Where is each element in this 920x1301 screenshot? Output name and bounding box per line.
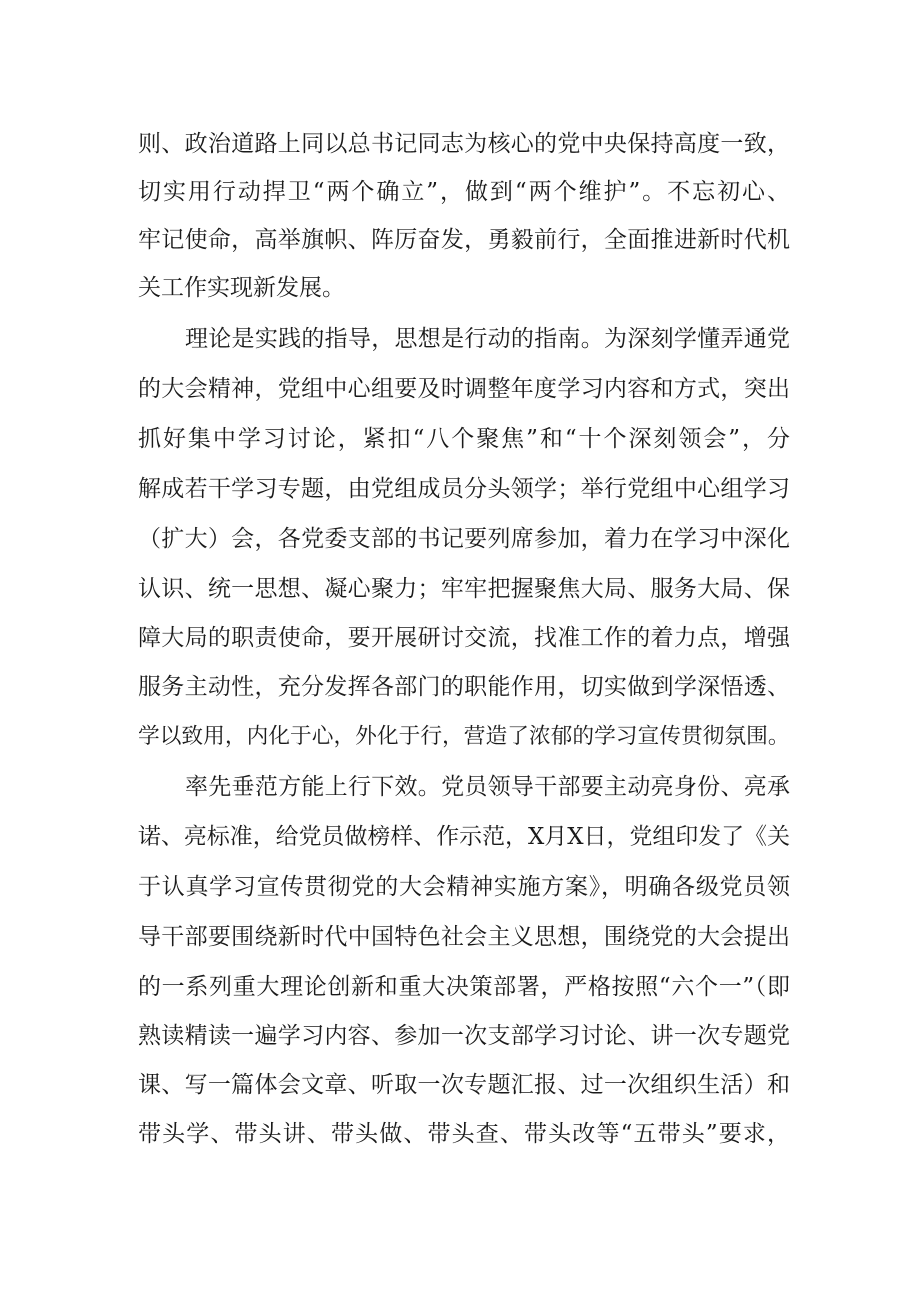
paragraph-line: 牢记使命，高举旗帜、阵厉奋发，勇毅前行，全面推进新时代机: [138, 227, 790, 253]
paragraph-line: 熟读精读一遍学习内容、参加一次支部学习讨论、讲一次专题党: [138, 1023, 790, 1049]
paragraph-line: 障大局的职责使命，要开展研讨交流，找准工作的着力点，增强: [138, 625, 790, 651]
paragraph-line: 带头学、带头讲、带头做、带头查、带头改等“五带头”要求，: [138, 1121, 790, 1147]
paragraph-line: 抓好集中学习讨论，紧扣“八个聚焦”和“十个深刻领会”，分: [138, 426, 790, 452]
paragraph-line: 导干部要围绕新时代中国特色社会主义思想，围绕党的大会提出: [138, 924, 790, 950]
paragraph-line: 学以致用，内化于心，外化于行，营造了浓郁的学习宣传贯彻氛围。: [138, 724, 790, 749]
paragraph-line: 服务主动性，充分发挥各部门的职能作用，切实做到学深悟透、: [138, 674, 790, 700]
paragraph-line: 解成若干学习专题，由党组成员分头领学；举行党组中心组学习: [138, 476, 790, 502]
paragraph-line: 课、写一篇体会文章、听取一次专题汇报、过一次组织生活）和: [138, 1072, 790, 1098]
paragraph-line: 则、政治道路上同以总书记同志为核心的党中央保持高度一致，: [138, 131, 790, 157]
paragraph-line: 切实用行动捍卫“两个确立”，做到“两个维护”。不忘初心、: [138, 179, 790, 205]
paragraph-line: 诺、亮标准，给党员做榜样、作示范，X月X日，党组印发了《关: [138, 824, 790, 850]
paragraph-line: 的大会精神，党组中心组要及时调整年度学习内容和方式，突出: [138, 376, 790, 402]
paragraph-first-line: 理论是实践的指导，思想是行动的指南。为深刻学懂弄通党: [185, 326, 790, 352]
paragraph-line: （扩大）会，各党委支部的书记要列席参加，着力在学习中深化: [138, 526, 790, 552]
paragraph-line: 的一系列重大理论创新和重大决策部署，严格按照“六个一”（即: [138, 974, 790, 1000]
paragraph-line: 关工作实现新发展。: [138, 275, 345, 301]
paragraph-first-line: 率先垂范方能上行下效。党员领导干部要主动亮身份、亮承: [185, 774, 790, 800]
paragraph-line: 认识、统一思想、凝心聚力；牢牢把握聚焦大局、服务大局、保: [138, 576, 790, 602]
paragraph-line: 于认真学习宣传贯彻党的大会精神实施方案》，明确各级党员领: [138, 874, 790, 900]
